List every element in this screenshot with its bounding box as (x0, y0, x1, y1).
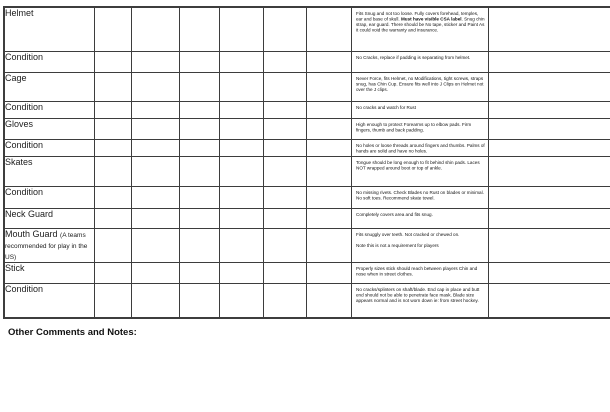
equipment-checklist-table (3, 6, 610, 319)
requirements-cell (351, 139, 488, 156)
requirements-text (356, 122, 486, 133)
requirements-cell (351, 7, 488, 51)
requirements-text-segment: High enough to protect Forearms up to elbow pads. Firm fingers, thumb and back padding. (355, 121, 471, 132)
check-cell[interactable] (94, 228, 131, 262)
equipment-label-cell (4, 118, 94, 139)
check-cell[interactable] (179, 51, 219, 72)
check-cell[interactable] (219, 51, 263, 72)
table-row (4, 228, 610, 262)
check-cell[interactable] (94, 51, 131, 72)
equipment-label: Mouth Guard (5, 228, 58, 239)
requirements-text (356, 266, 486, 277)
check-cell[interactable] (263, 139, 306, 156)
equipment-label: Stick (5, 262, 25, 273)
notes-cell[interactable] (488, 208, 610, 228)
notes-cell[interactable] (488, 228, 610, 262)
check-cell[interactable] (263, 118, 306, 139)
equipment-label-cell (4, 101, 94, 118)
check-cell[interactable] (263, 262, 306, 283)
check-cell[interactable] (306, 262, 351, 283)
table-row (4, 156, 610, 186)
equipment-label: Condition (5, 186, 44, 197)
table-row (4, 72, 610, 101)
check-cell[interactable] (94, 118, 131, 139)
requirements-text-segment: No missing rivets. Check Blades no Rust on blades or minimal. No soft toes. Recommend skate towel. (355, 189, 484, 200)
requirements-text-segment: Tongue should be long enough to fit behind shin pads. Laces NOT wrapped around boot or top of ankle. (355, 159, 480, 170)
table-row (4, 208, 610, 228)
check-cell[interactable] (94, 186, 131, 208)
equipment-label-cell (4, 51, 94, 72)
equipment-label-cell (4, 156, 94, 186)
requirements-cell (351, 262, 488, 283)
notes-cell[interactable] (488, 283, 610, 318)
requirements-text (356, 190, 486, 201)
check-cell[interactable] (219, 139, 263, 156)
requirements-text-segment: Completely covers area and fits snug. (355, 211, 433, 217)
check-cell[interactable] (306, 7, 351, 51)
equipment-label: Gloves (5, 118, 34, 129)
equipment-label-cell (4, 139, 94, 156)
check-cell[interactable] (263, 7, 306, 51)
check-cell[interactable] (263, 72, 306, 101)
check-cell[interactable] (131, 139, 179, 156)
requirements-text (356, 76, 486, 93)
check-cell[interactable] (94, 208, 131, 228)
check-cell[interactable] (306, 72, 351, 101)
requirements-cell (351, 51, 488, 72)
check-cell[interactable] (131, 283, 179, 318)
check-cell[interactable] (131, 118, 179, 139)
check-cell[interactable] (179, 186, 219, 208)
check-cell[interactable] (179, 228, 219, 262)
equipment-table-body (4, 7, 610, 318)
check-cell[interactable] (131, 228, 179, 262)
table-row (4, 51, 610, 72)
check-cell[interactable] (131, 208, 179, 228)
equipment-label-cell (4, 228, 94, 262)
check-cell[interactable] (131, 262, 179, 283)
table-row (4, 262, 610, 283)
check-cell[interactable] (94, 139, 131, 156)
check-cell[interactable] (179, 262, 219, 283)
requirements-cell (351, 118, 488, 139)
requirements-text (356, 143, 486, 154)
check-cell[interactable] (94, 156, 131, 186)
requirements-text-segment: No Cracks, replace if padding is separating from helmet. (355, 54, 470, 60)
requirements-text (356, 105, 486, 111)
notes-cell[interactable] (488, 262, 610, 283)
table-row (4, 186, 610, 208)
other-comments-label: Other Comments and Notes: (8, 327, 137, 338)
check-cell[interactable] (219, 72, 263, 101)
check-cell[interactable] (94, 72, 131, 101)
check-cell[interactable] (131, 101, 179, 118)
notes-cell[interactable] (488, 156, 610, 186)
check-cell[interactable] (179, 72, 219, 101)
table-row (4, 139, 610, 156)
check-cell[interactable] (263, 283, 306, 318)
check-cell[interactable] (179, 7, 219, 51)
equipment-label-cell (4, 72, 94, 101)
check-cell[interactable] (306, 208, 351, 228)
check-cell[interactable] (179, 208, 219, 228)
notes-cell[interactable] (488, 72, 610, 101)
table-row (4, 7, 610, 51)
check-cell[interactable] (94, 283, 131, 318)
requirements-text-segment: Properly sizes stick should reach between players Chin and nose when in street clothes. (355, 265, 477, 276)
equipment-label: Helmet (5, 8, 34, 18)
requirements-text-segment: No cracks and watch for Rust (355, 104, 416, 110)
requirements-text (356, 160, 486, 171)
notes-cell[interactable] (488, 139, 610, 156)
equipment-label: Neck Guard (5, 208, 54, 219)
check-cell[interactable] (94, 262, 131, 283)
check-cell[interactable] (219, 7, 263, 51)
requirements-text (356, 212, 486, 218)
equipment-label: Skates (5, 156, 33, 167)
check-cell[interactable] (94, 101, 131, 118)
check-cell[interactable] (306, 101, 351, 118)
equipment-label: Cage (5, 72, 27, 83)
check-cell[interactable] (219, 186, 263, 208)
requirements-text (356, 232, 486, 249)
equipment-label: Condition (5, 51, 44, 62)
check-cell[interactable] (131, 156, 179, 186)
equipment-label-cell (4, 208, 94, 228)
notes-cell[interactable] (488, 101, 610, 118)
requirements-text (356, 11, 486, 33)
requirements-text-segment: Fits snuggly over teeth. Not cracked or chewed on. (355, 231, 459, 237)
check-cell[interactable] (263, 228, 306, 262)
check-cell[interactable] (219, 101, 263, 118)
equipment-label: Condition (5, 101, 44, 112)
requirements-text-segment: Never Force, fits Helmet, no Modifications, tight screws, straps snug, has Chin Cup. Ensure fits well into J Clips on Helmet not over the J clips. (355, 75, 483, 92)
equipment-label-note: (A teams recommended for play in the US) (5, 231, 88, 261)
check-cell[interactable] (306, 139, 351, 156)
requirements-cell (351, 156, 488, 186)
check-cell[interactable] (179, 156, 219, 186)
equipment-label-cell (4, 262, 94, 283)
requirements-cell (351, 72, 488, 101)
requirements-cell (351, 186, 488, 208)
requirements-cell (351, 101, 488, 118)
notes-cell[interactable] (488, 118, 610, 139)
requirements-text (356, 55, 486, 61)
table-row (4, 118, 610, 139)
check-cell[interactable] (306, 283, 351, 318)
requirements-cell (351, 283, 488, 318)
check-cell[interactable] (219, 118, 263, 139)
requirements-text-segment: Must have visible CSA label (400, 16, 462, 22)
requirements-text-segment: No holes or loose threads around fingers and thumbs. Palms of hands are solid and have no holes. (355, 142, 485, 153)
check-cell[interactable] (179, 118, 219, 139)
equipment-label: Condition (5, 283, 44, 294)
check-cell[interactable] (219, 262, 263, 283)
check-cell[interactable] (306, 51, 351, 72)
equipment-label-cell (4, 186, 94, 208)
check-cell[interactable] (263, 101, 306, 118)
equipment-label: Condition (5, 139, 44, 150)
check-cell[interactable] (263, 186, 306, 208)
check-cell[interactable] (131, 186, 179, 208)
check-cell[interactable] (306, 156, 351, 186)
requirements-cell (351, 228, 488, 262)
requirements-text-segment: Fits Snug and not too loose. Fully covers forehead, temples, ear and base of skull. (355, 11, 478, 22)
requirements-note: Note this is not a requirement for players (355, 242, 439, 248)
equipment-label-cell (4, 7, 94, 51)
check-cell[interactable] (263, 51, 306, 72)
check-cell[interactable] (263, 208, 306, 228)
requirements-text-segment: . Snug chin strap, ear guard. There should be No tape, sticker and Paint As it could void the warranty and insurance. (355, 16, 485, 33)
check-cell[interactable] (179, 283, 219, 318)
check-cell[interactable] (306, 186, 351, 208)
notes-cell[interactable] (488, 7, 610, 51)
check-cell[interactable] (306, 228, 351, 262)
check-cell[interactable] (219, 208, 263, 228)
check-cell[interactable] (131, 51, 179, 72)
equipment-label-cell (4, 283, 94, 318)
check-cell[interactable] (219, 228, 263, 262)
check-cell[interactable] (131, 7, 179, 51)
table-row (4, 283, 610, 318)
check-cell[interactable] (179, 101, 219, 118)
requirements-text-segment: No cracks/splinters on shaft/blade. End cap in place and butt end should not be able to penetrate face mask. Blade size appears normal and is not worn down ie: from street hockey. (355, 286, 479, 303)
check-cell[interactable] (263, 156, 306, 186)
notes-cell[interactable] (488, 186, 610, 208)
requirements-cell (351, 208, 488, 228)
check-cell[interactable] (131, 72, 179, 101)
notes-cell[interactable] (488, 51, 610, 72)
table-row (4, 101, 610, 118)
requirements-text (356, 287, 486, 304)
check-cell[interactable] (219, 283, 263, 318)
check-cell[interactable] (219, 156, 263, 186)
check-cell[interactable] (94, 7, 131, 51)
check-cell[interactable] (179, 139, 219, 156)
check-cell[interactable] (306, 118, 351, 139)
